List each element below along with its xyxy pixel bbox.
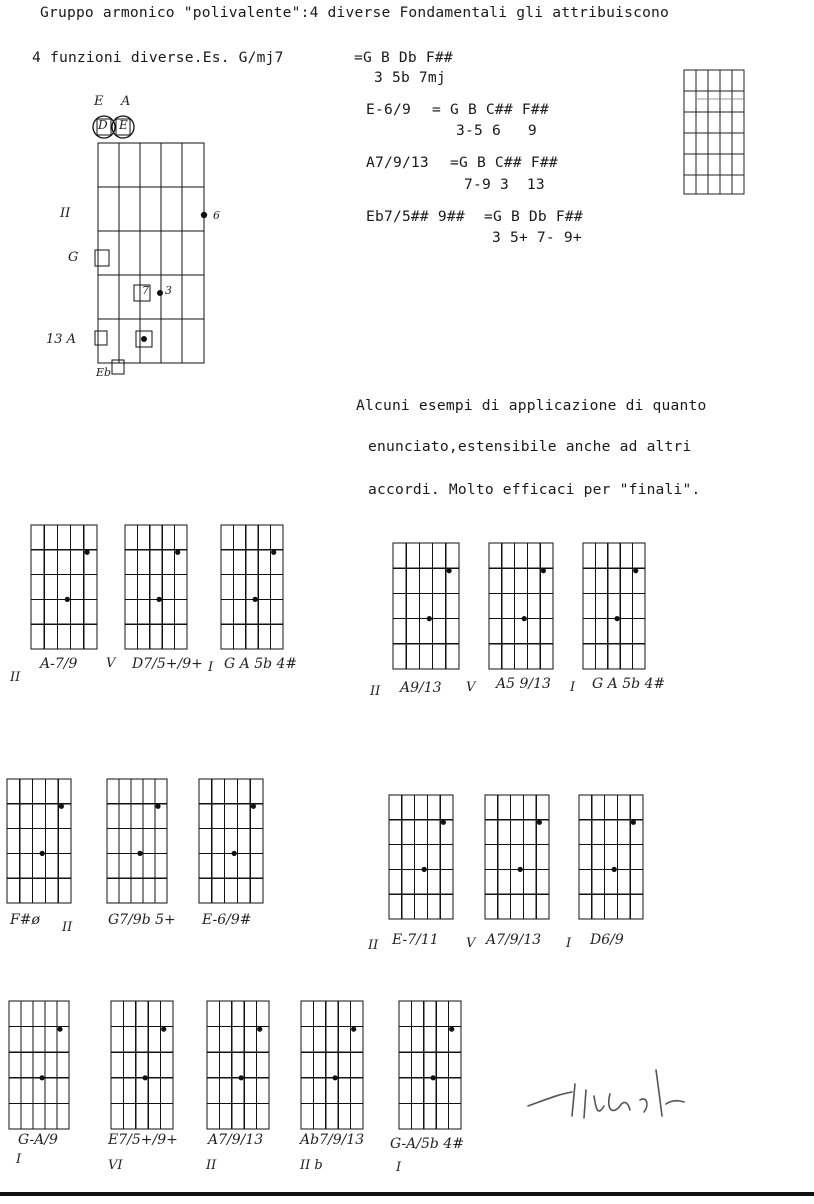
finger-dot [441, 820, 446, 825]
finger-dot [615, 616, 620, 621]
finger-dot [59, 804, 64, 809]
analysis-row-3-degrees: 7-9 3 13 [464, 176, 545, 193]
roman-degree: II [10, 670, 21, 685]
finger-dot [427, 616, 432, 621]
chord-grid [398, 1000, 462, 1130]
finger-dot [522, 616, 527, 621]
roman-degree: V [466, 680, 476, 695]
roman-degree: II b [300, 1158, 323, 1173]
main-left-label-g: G [68, 250, 79, 265]
chord-name: A9/13 [400, 680, 442, 696]
bottom-edge [0, 1192, 814, 1196]
chord-name: Ab7/9/13 [300, 1132, 365, 1148]
main-boxed-e: E [119, 118, 128, 132]
chord-grid [392, 542, 460, 670]
chord-name: F#ø [10, 912, 40, 928]
finger-dot [143, 1075, 148, 1080]
main-chord-diagram [90, 95, 220, 385]
roman-degree: I [16, 1152, 22, 1167]
roman-degree: II [206, 1158, 217, 1173]
sketch-grid-top-right [683, 69, 747, 195]
chord-grid [388, 794, 454, 920]
chord-name: D6/9 [590, 932, 624, 948]
main-left-label-13a: 13 A [46, 332, 77, 347]
finger-dot [449, 1027, 454, 1032]
analysis-row-1-degrees: 3 5b 7mj [374, 69, 446, 86]
main-bottom-label: Eb [96, 366, 112, 379]
chord-name: G-A/5b 4# [390, 1136, 464, 1152]
analysis-row-4-degrees: 3 5+ 7- 9+ [492, 229, 582, 246]
main-dot-label-3: 3 [165, 284, 172, 297]
chord-name: A7/9/13 [486, 932, 542, 948]
analysis-row-2-degrees: 3-5 6 9 [456, 122, 537, 139]
roman-degree: I [570, 680, 576, 695]
analysis-row-2-eq: = G B C## F## [432, 101, 549, 118]
finger-dot [431, 1075, 436, 1080]
roman-degree: I [566, 936, 572, 951]
finger-dot [39, 1075, 44, 1080]
finger-dot [537, 820, 542, 825]
roman-degree: VI [108, 1158, 123, 1173]
analysis-row-4-eq: =G B Db F## [484, 208, 583, 225]
finger-dot [351, 1027, 356, 1032]
roman-degree: II [62, 920, 73, 935]
analysis-row-3-eq: =G B C## F## [450, 154, 558, 171]
roman-degree: V [466, 936, 476, 951]
analysis-row-2-name: E-6/9 [366, 101, 411, 118]
main-dot-label-7: 7 [142, 284, 149, 297]
finger-dot [137, 851, 142, 856]
finger-dot [633, 568, 638, 573]
intro-line-2: enunciato,estensibile anche ad altri [368, 438, 692, 455]
signature [520, 1060, 700, 1130]
roman-degree: I [396, 1160, 402, 1175]
chord-name: G-A/9 [18, 1132, 58, 1148]
finger-dot [518, 867, 523, 872]
finger-dot [65, 597, 70, 602]
chord-grid [300, 1000, 364, 1130]
intro-line-1: Alcuni esempi di applicazione di quanto [356, 397, 707, 414]
finger-dot [232, 851, 237, 856]
analysis-row-4-name: Eb7/5## 9## [366, 208, 465, 225]
finger-dot [333, 1075, 338, 1080]
finger-dot [175, 550, 180, 555]
chord-grid [206, 1000, 270, 1130]
chord-grid [582, 542, 646, 670]
main-top-label-a: A [121, 94, 131, 109]
analysis-row-1-eq: =G B Db F## [354, 49, 453, 66]
finger-dot [422, 867, 427, 872]
main-dot-label-6: 6 [213, 209, 220, 222]
chord-name: E7/5+/9+ [108, 1132, 178, 1148]
finger-dot [161, 1027, 166, 1032]
chord-grid [484, 794, 550, 920]
roman-degree: II [370, 684, 381, 699]
chord-name: A5 9/13 [496, 676, 551, 692]
finger-dot [541, 568, 546, 573]
chord-name: A7/9/13 [208, 1132, 264, 1148]
chord-name: E-7/11 [392, 932, 439, 948]
roman-degree: II [368, 938, 379, 953]
heading-line-1: Gruppo armonico "polivalente":4 diverse Fondamentali gli attribuiscono [40, 4, 670, 21]
finger-dot [57, 1027, 62, 1032]
chord-name: E-6/9# [202, 912, 252, 928]
finger-dot [85, 550, 90, 555]
chord-name: G7/9b 5+ [108, 912, 176, 928]
roman-degree: V [106, 656, 116, 671]
main-top-label-e: E [94, 94, 104, 109]
chord-name: D7/5+/9+ [132, 656, 203, 672]
chord-grid [6, 778, 72, 904]
analysis-row-3-name: A7/9/13 [366, 154, 429, 171]
finger-dot [631, 820, 636, 825]
chord-grid [220, 524, 284, 650]
chord-grid [30, 524, 98, 650]
intro-line-3: accordi. Molto efficaci per "finali". [368, 481, 701, 498]
main-left-label-ii: II [60, 206, 71, 221]
chord-grid [8, 1000, 70, 1130]
finger-dot [155, 804, 160, 809]
finger-dot [253, 597, 258, 602]
chord-grid [578, 794, 644, 920]
finger-dot [40, 851, 45, 856]
chord-name: G A 5b 4# [592, 676, 666, 692]
heading-line-2: 4 funzioni diverse.Es. G/mj7 [32, 49, 284, 66]
roman-degree: I [208, 660, 214, 675]
finger-dot [612, 867, 617, 872]
finger-dot [271, 550, 276, 555]
main-boxed-d: D [98, 118, 108, 132]
chord-grid [198, 778, 264, 904]
chord-grid [106, 778, 168, 904]
chord-grid [488, 542, 554, 670]
chord-name: G A 5b 4# [224, 656, 298, 672]
finger-dot [239, 1075, 244, 1080]
finger-dot [157, 597, 162, 602]
chord-grid [124, 524, 188, 650]
chord-grid [110, 1000, 174, 1130]
chord-name: A-7/9 [40, 656, 78, 672]
finger-dot [257, 1027, 262, 1032]
finger-dot [447, 568, 452, 573]
finger-dot [251, 804, 256, 809]
